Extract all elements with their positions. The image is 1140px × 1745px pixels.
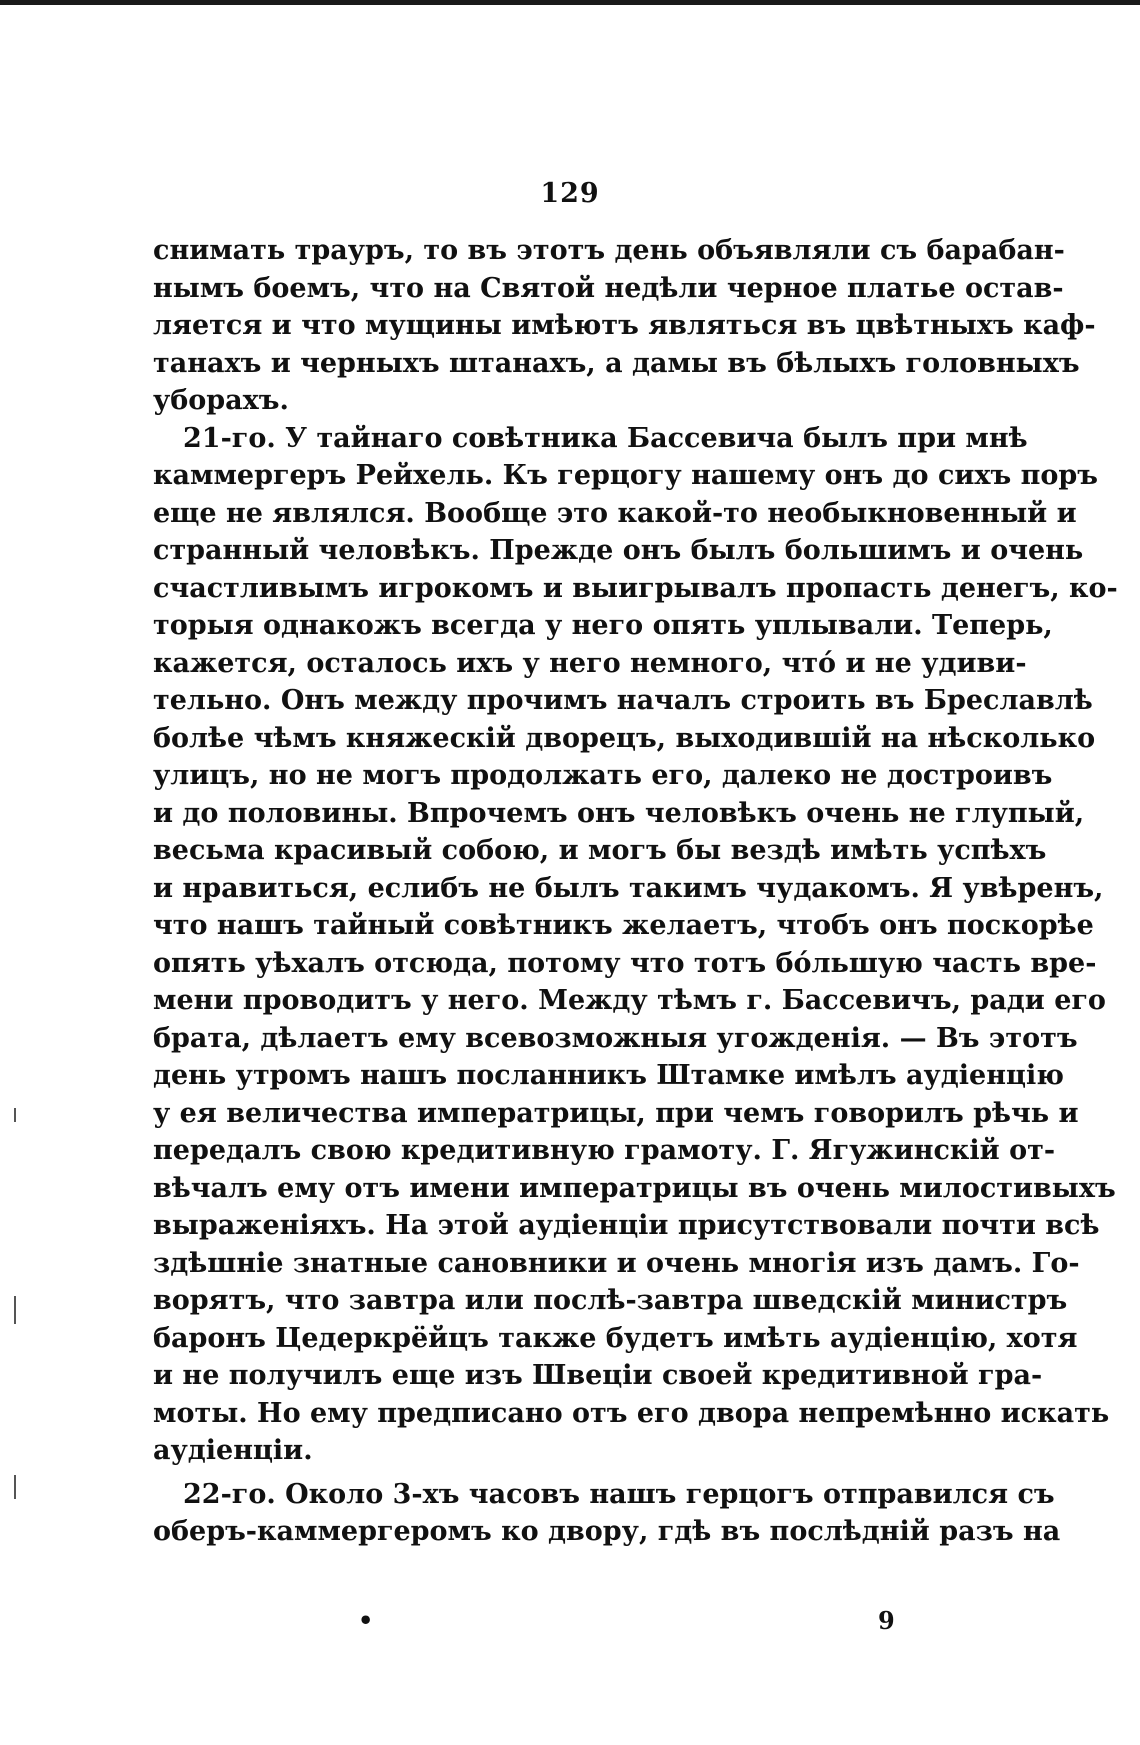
margin-mark bbox=[14, 1296, 16, 1324]
text-line: вѣчалъ ему отъ имени императрицы въ очень милостивыхъ bbox=[153, 1172, 1116, 1204]
text-line: передалъ свою кредитивную грамоту. Г. Ягужинскій от- bbox=[153, 1135, 1056, 1166]
text-line: каммергеръ Рейхель. Къ герцогу нашему онъ до сихъ поръ bbox=[153, 460, 1098, 491]
text-line: выраженіяхъ. На этой аудіенціи присутствовали почти всѣ bbox=[153, 1210, 1100, 1241]
body-text bbox=[153, 232, 1118, 1551]
text-line: оберъ-каммергеромъ ко двору, гдѣ въ послѣдній разъ на bbox=[153, 1516, 1061, 1547]
margin-mark bbox=[14, 1108, 16, 1122]
text-line: ворятъ, что завтра или послѣ-завтра шведскій министръ bbox=[153, 1285, 1068, 1316]
signature-number: 9 bbox=[878, 1606, 895, 1635]
text-line: 22-го. Около 3-хъ часовъ нашъ герцогъ отправился съ bbox=[183, 1478, 1055, 1510]
top-edge-rule bbox=[0, 0, 1140, 5]
text-line: торыя однакожъ всегда у него опять уплывали. Теперь, bbox=[153, 610, 1053, 641]
text-line: кажется, осталось ихъ у него немного, чтó и не удиви- bbox=[153, 647, 1027, 679]
text-line: что нашъ тайный совѣтникъ желаетъ, чтобъ онъ поскорѣе bbox=[153, 910, 1094, 941]
text-line: здѣшніе знатные сановники и очень многія изъ дамъ. Го- bbox=[153, 1247, 1080, 1279]
text-line: аудіенціи. bbox=[153, 1435, 313, 1466]
text-line: нымъ боемъ, что на Святой недѣли черное платье остав- bbox=[153, 272, 1064, 304]
text-line: счастливымъ игрокомъ и выигрывалъ пропасть денегъ, ко- bbox=[153, 572, 1118, 604]
margin-mark bbox=[14, 1475, 16, 1499]
text-line: весьма красивый собою, и могъ бы вездѣ имѣть успѣхъ bbox=[153, 835, 1047, 866]
text-line: странный человѣкъ. Прежде онъ былъ большимъ и очень bbox=[153, 535, 1084, 566]
text-line: мени проводитъ у него. Между тѣмъ г. Бассевичъ, ради его bbox=[153, 985, 1106, 1016]
text-line: уборахъ. bbox=[153, 385, 289, 416]
text-line: ляется и что мущины имѣютъ являться въ цвѣтныхъ каф- bbox=[153, 310, 1096, 341]
text-line: болѣе чѣмъ княжескій дворецъ, выходившій на нѣсколько bbox=[153, 722, 1096, 754]
text-line: и до половины. Впрочемъ онъ человѣкъ очень не глупый, bbox=[153, 797, 1085, 829]
text-line: у ея величества императрицы, при чемъ говорилъ рѣчь и bbox=[153, 1097, 1079, 1129]
page-number: 129 bbox=[540, 178, 600, 209]
printer-signature bbox=[0, 1606, 1140, 1640]
text-line: снимать трауръ, то въ этотъ день объявляли съ барабан- bbox=[153, 235, 1065, 266]
text-line: и нравиться, еслибъ не былъ такимъ чудакомъ. Я увѣренъ, bbox=[153, 872, 1104, 904]
text-line: еще не являлся. Вообще это какой-то необыкновенный и bbox=[153, 497, 1077, 529]
text-line: баронъ Цедеркрёйцъ также будетъ имѣть аудіенцію, хотя bbox=[153, 1322, 1078, 1354]
text-line: опять уѣхалъ отсюда, потому что тотъ бóльшую часть вре- bbox=[153, 947, 1097, 979]
text-line: день утромъ нашъ посланникъ Штамке имѣлъ аудіенцію bbox=[153, 1060, 1064, 1091]
text-line: танахъ и черныхъ штанахъ, а дамы въ бѣлыхъ головныхъ bbox=[153, 347, 1080, 379]
text-line: брата, дѣлаетъ ему всевозможныя угожденія. — Въ этотъ bbox=[153, 1022, 1078, 1054]
text-line: тельно. Онъ между прочимъ началъ строить въ Бреславлѣ bbox=[153, 685, 1093, 716]
text-line: улицъ, но не могъ продолжать его, далеко не достроивъ bbox=[153, 760, 1053, 791]
text-line: 21-го. У тайнаго совѣтника Бассевича былъ при мнѣ bbox=[183, 422, 1028, 454]
text-line: моты. Но ему предписано отъ его двора непремѣнно искать bbox=[153, 1397, 1110, 1429]
signature-dot: • bbox=[358, 1606, 374, 1635]
text-line: и не получилъ еще изъ Швеціи своей кредитивной гра- bbox=[153, 1360, 1043, 1391]
